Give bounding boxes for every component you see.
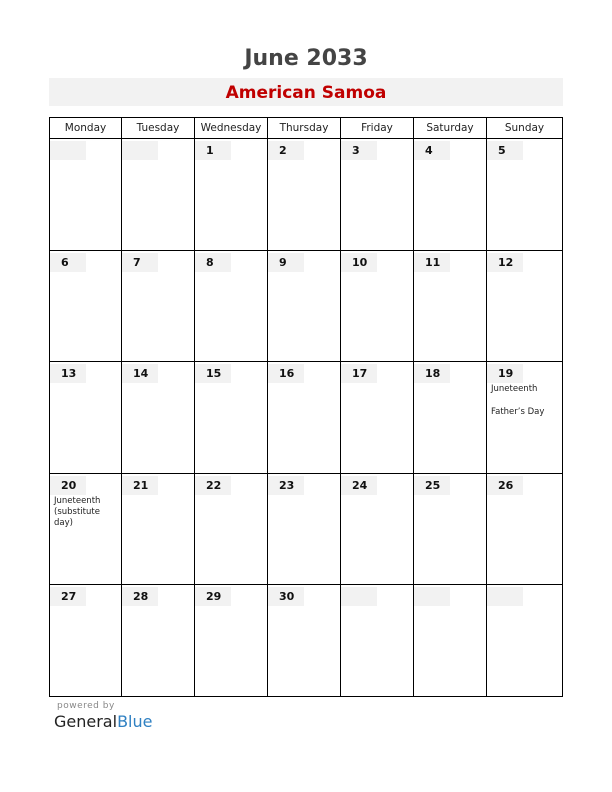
weekday-header: Saturday [414,118,487,139]
day-number: 16 [268,364,304,383]
month-title: June 2033 [244,46,368,71]
day-number: 21 [122,476,158,495]
day-number: 29 [195,587,231,606]
weekday-header: Monday [50,118,122,139]
day-cell[interactable] [122,139,195,251]
day-number: 15 [195,364,231,383]
weekday-header: Wednesday [195,118,268,139]
day-number: 6 [50,253,86,272]
day-cell[interactable] [50,362,122,474]
day-number: 4 [414,141,450,160]
day-number: 1 [195,141,231,160]
day-number: 28 [122,587,158,606]
holiday-label: Juneteenth (substitute day) [54,496,101,528]
day-number: 9 [268,253,304,272]
day-number: 30 [268,587,304,606]
day-cell[interactable] [487,585,563,697]
brand-general: General [54,712,118,731]
day-cell[interactable] [414,474,487,585]
day-cell[interactable] [487,362,563,474]
day-cell[interactable] [50,139,122,251]
day-cell[interactable] [268,139,341,251]
day-number: 8 [195,253,231,272]
day-cell[interactable] [414,585,487,697]
brand-blue: Blue [117,712,153,731]
day-cell[interactable] [268,251,341,362]
day-number: 25 [414,476,450,495]
day-cell[interactable] [341,139,414,251]
day-cell[interactable] [195,474,268,585]
day-cell[interactable] [487,251,563,362]
day-number: 24 [341,476,377,495]
day-cell[interactable] [341,585,414,697]
day-number: 26 [487,476,523,495]
day-cell[interactable] [122,474,195,585]
day-number [50,141,86,160]
day-number: 18 [414,364,450,383]
day-cell[interactable] [414,362,487,474]
day-cell[interactable] [268,585,341,697]
day-cell[interactable] [414,139,487,251]
day-number: 10 [341,253,377,272]
day-number: 20 [50,476,86,495]
day-cell[interactable] [122,362,195,474]
day-number: 27 [50,587,86,606]
powered-by-text: powered by [57,701,115,711]
day-cell[interactable] [341,362,414,474]
day-cell[interactable] [341,474,414,585]
weekday-header: Friday [341,118,414,139]
day-number [122,141,158,160]
weekday-header: Tuesday [122,118,195,139]
day-cell[interactable] [50,474,122,585]
day-cell[interactable] [122,251,195,362]
day-number: 11 [414,253,450,272]
day-number: 23 [268,476,304,495]
day-cell[interactable] [341,251,414,362]
day-cell[interactable] [487,139,563,251]
day-cell[interactable] [268,362,341,474]
day-cell[interactable] [414,251,487,362]
country-name: American Samoa [225,83,387,103]
weekday-header: Sunday [487,118,563,139]
day-number: 3 [341,141,377,160]
weekday-header: Thursday [268,118,341,139]
day-number: 22 [195,476,231,495]
day-cell[interactable] [50,251,122,362]
day-number: 5 [487,141,523,160]
day-number [414,587,450,606]
calendar-grid [49,117,563,697]
day-number: 7 [122,253,158,272]
day-cell[interactable] [268,474,341,585]
day-cell[interactable] [122,585,195,697]
day-cell[interactable] [195,585,268,697]
day-cell[interactable] [50,585,122,697]
day-number: 17 [341,364,377,383]
holiday-label: Father’s Day [491,407,545,417]
day-cell[interactable] [195,251,268,362]
day-number: 13 [50,364,86,383]
day-cell[interactable] [487,474,563,585]
day-number [487,587,523,606]
day-cell[interactable] [195,139,268,251]
day-number: 19 [487,364,523,383]
day-number [341,587,377,606]
day-number: 2 [268,141,304,160]
day-cell[interactable] [195,362,268,474]
brand-logo[interactable] [54,712,152,731]
day-number: 14 [122,364,158,383]
holiday-label: Juneteenth [491,384,538,394]
day-number: 12 [487,253,523,272]
